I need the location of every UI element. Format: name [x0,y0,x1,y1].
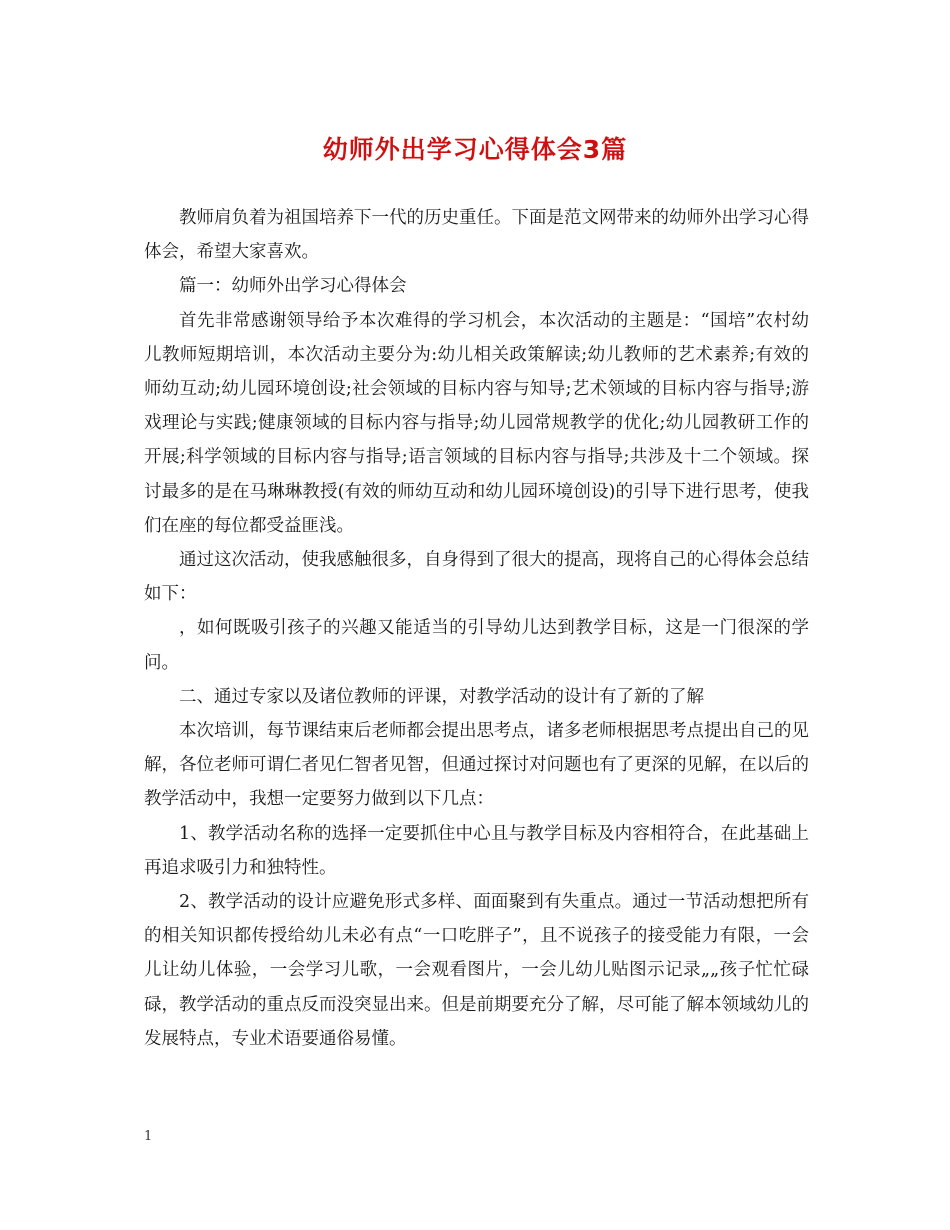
paragraph-point-two-heading: 二、通过专家以及诸位教师的评课，对教学活动的设计有了新的了解 [179,686,704,707]
paragraph-intro: 教师肩负着为祖国培养下一代的历史重任。下面是范文网带来的幼师外出学习心得体会，希望大家喜欢。 [144,208,809,263]
paragraph-point-two-body: 本次培训，每节课结束后老师都会提出思考点，诸多老师根据思考点提出自己的见解，各位老师可谓仁者见仁智者见智，但通过探讨对问题也有了更深的见解，在以后的教学活动中，我想一定要努力做到以下几点： [144,721,809,810]
paragraph-training-overview: 首先非常感谢领导给予本次难得的学习机会，本次活动的主题是：“国培”农村幼儿教师短期培训，本次活动主要分为:幼儿相关政策解读;幼儿教师的艺术素养;有效的师幼互动;幼儿园环境创设;社会领域的目标内容与知导;艺术领域的目标内容与指导;游戏理论与实践;健康领域的目标内容与指导;幼儿园常规教学的优化;幼儿园教研工作的开展;科学领域的目标内容与指导;语言领域的目标内容与指导;共涉及十二个领域。探讨最多的是在马琳琳教授(有效的师幼互动和幼儿园环境创设)的引导下进行思考，使我们在座的每位都受益匪浅。 [144,310,809,536]
page-number: 1 [144,1129,153,1144]
paragraph-summary-intro: 通过这次活动，使我感触很多，自身得到了很大的提高，现将自己的心得体会总结如下： [144,550,809,605]
document-body [144,201,809,1056]
paragraph-section-one-heading: 篇一：幼师外出学习心得体会 [179,276,407,297]
document-title: 幼师外出学习心得体会3篇 [322,135,628,164]
paragraph-item-2: 2、教学活动的设计应避免形式多样、面面聚到有失重点。通过一节活动想把所有的相关知识都传授给幼儿未必有点“一口吃胖子”，且不说孩子的接受能力有限，一会儿让幼儿体验，一会学习儿歌，一会观看图片，一会儿幼儿贴图示记录„„孩子忙忙碌碌，教学活动的重点反而没突显出来。但是前期要充分了解，尽可能了解本领域幼儿的发展特点，专业术语要通俗易懂。 [144,892,809,1049]
paragraph-item-1: 1、教学活动名称的选择一定要抓住中心且与教学目标及内容相符合，在此基础上再追求吸引力和独特性。 [144,823,809,878]
paragraph-point-one: ，如何既吸引孩子的兴趣又能适当的引导幼儿达到教学目标，这是一门很深的学问。 [144,618,809,673]
